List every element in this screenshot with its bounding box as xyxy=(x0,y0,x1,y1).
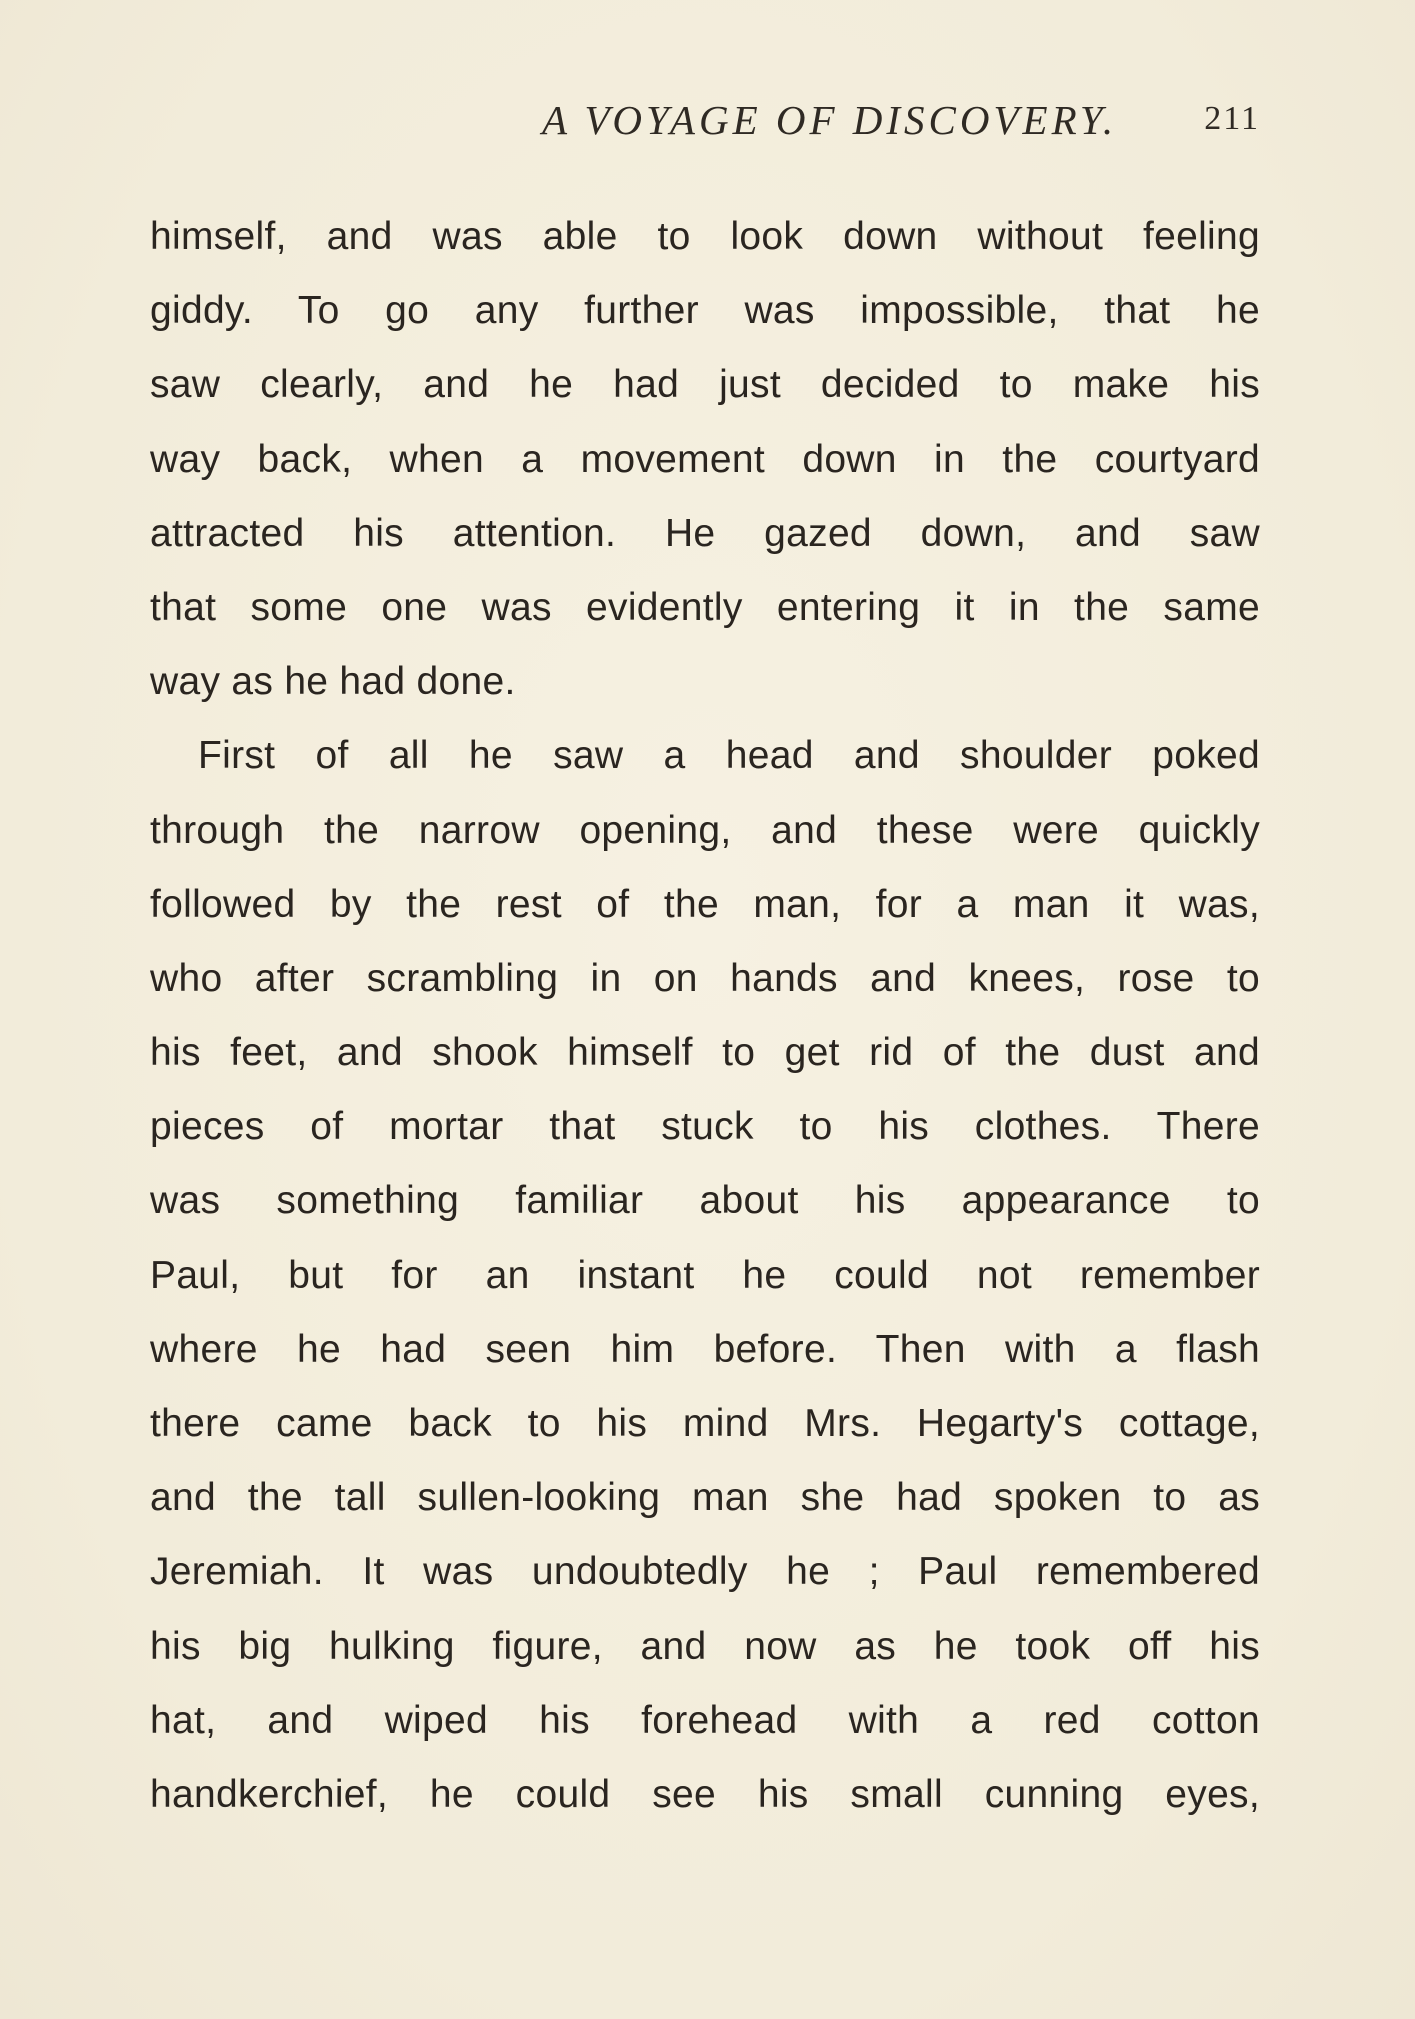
text-line: Jeremiah. It was undoubtedly he ; Paul remembered xyxy=(150,1550,1260,1594)
text-line: was something familiar about his appearance to xyxy=(150,1179,1260,1223)
text-line: his big hulking figure, and now as he took off his xyxy=(150,1624,1260,1668)
text-line: who after scrambling in on hands and knees, rose to xyxy=(150,956,1260,1000)
text-line: his feet, and shook himself to get rid of the dust and xyxy=(150,1031,1260,1075)
paragraph-end-line: way as he had done. xyxy=(150,660,516,704)
running-title: A VOYAGE OF DISCOVERY. xyxy=(542,97,1118,143)
body-text xyxy=(150,200,1260,1832)
text-line: followed by the rest of the man, for a man it was, xyxy=(150,882,1260,926)
text-line: giddy. To go any further was impossible, that he xyxy=(150,289,1260,333)
text-line: that some one was evidently entering it in the same xyxy=(150,585,1260,629)
text-line: attracted his attention. He gazed down, and saw xyxy=(150,511,1260,555)
page-number: 211 xyxy=(1204,100,1260,137)
text-line: handkerchief, he could see his small cunning eyes, xyxy=(150,1772,1260,1816)
text-line: saw clearly, and he had just decided to make his xyxy=(150,363,1260,407)
text-line: there came back to his mind Mrs. Hegarty's cottage, xyxy=(150,1402,1260,1445)
text-line: way back, when a movement down in the courtyard xyxy=(150,437,1260,481)
text-line: hat, and wiped his forehead with a red cotton xyxy=(150,1698,1260,1742)
text-line: through the narrow opening, and these were quickly xyxy=(150,808,1260,852)
text-line: pieces of mortar that stuck to his clothes. There xyxy=(150,1105,1260,1149)
running-head xyxy=(150,96,1260,146)
text-line: and the tall sullen-looking man she had spoken to as xyxy=(150,1476,1260,1520)
text-line: where he had seen him before. Then with a flash xyxy=(150,1327,1260,1371)
text-line: Paul, but for an instant he could not remember xyxy=(150,1253,1260,1297)
paragraph-start-line: First of all he saw a head and shoulder poked xyxy=(198,734,1260,778)
text-line: himself, and was able to look down without feeling xyxy=(150,215,1260,258)
